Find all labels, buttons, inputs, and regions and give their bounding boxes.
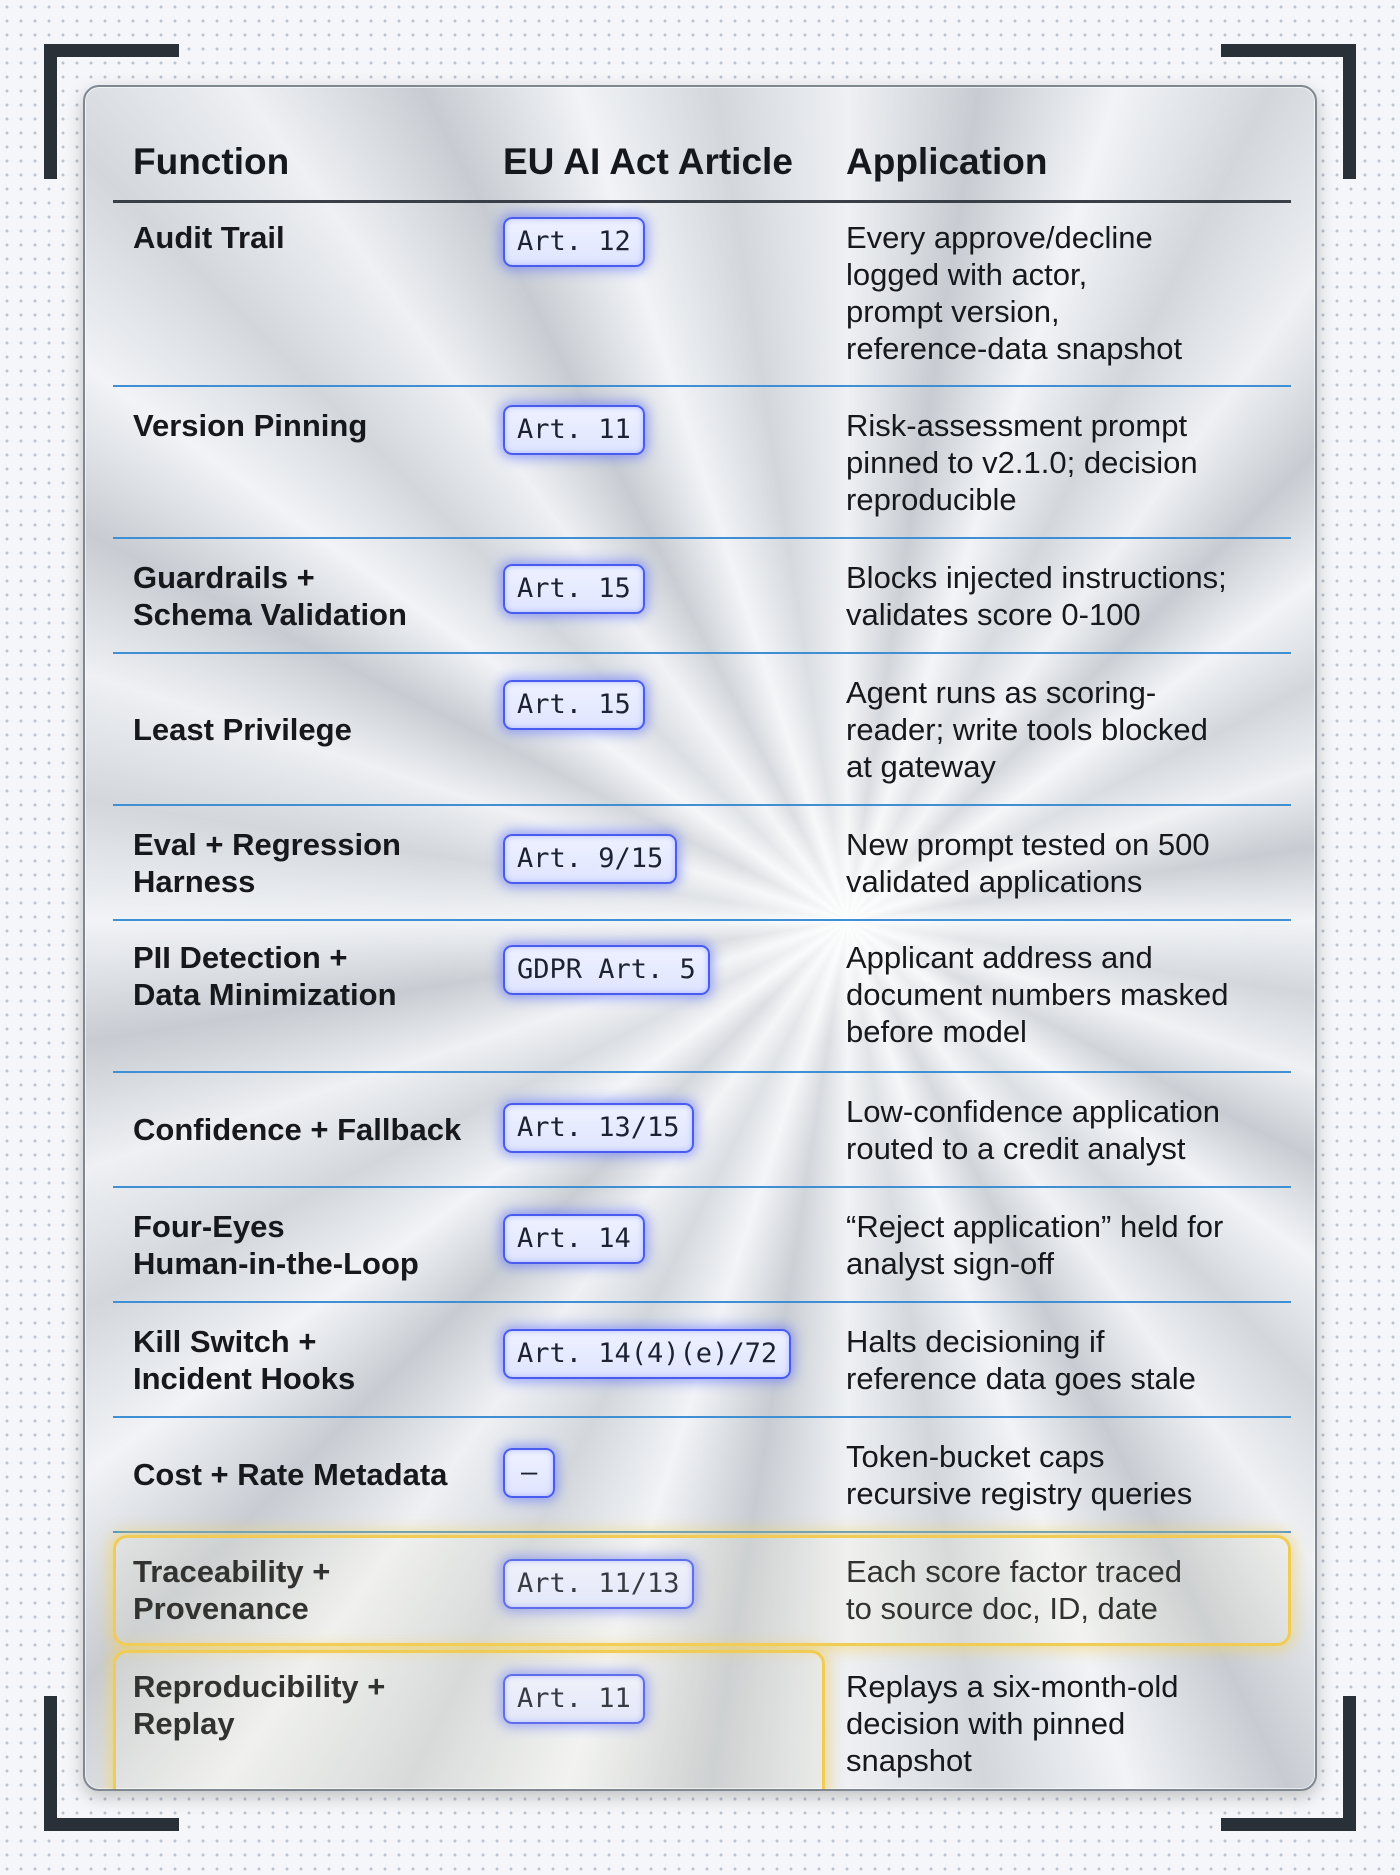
article-badge: —	[503, 1448, 555, 1498]
article-cell	[503, 1418, 846, 1531]
article-cell	[503, 387, 846, 537]
table-row	[113, 1303, 1291, 1418]
article-badge: Art. 9/15	[503, 834, 677, 884]
function-label-line: Audit Trail	[133, 220, 285, 255]
function-cell	[113, 1303, 503, 1416]
function-label-line: Data Minimization	[133, 977, 397, 1012]
function-label-line: Eval + Regression	[133, 827, 401, 862]
application-text-line: Halts decisioning if	[846, 1324, 1105, 1359]
article-cell	[503, 1533, 846, 1648]
table-row	[113, 921, 1291, 1073]
application-text-line: “Reject application” held for	[846, 1209, 1224, 1244]
article-cell	[503, 203, 846, 385]
application-text-line: before model	[846, 1014, 1027, 1049]
application-text-line: Agent runs as scoring-	[846, 674, 1157, 710]
application-cell	[846, 806, 1291, 919]
application-text-line: Low-confidence application	[846, 1093, 1220, 1129]
function-label-line: Guardrails +	[133, 560, 315, 595]
brushed-metal-panel	[83, 85, 1317, 1791]
application-text-line: Every approve/decline	[846, 220, 1153, 255]
table-row	[113, 1648, 1291, 1788]
table-row	[113, 1188, 1291, 1303]
function-label-line: Provenance	[133, 1591, 309, 1626]
function-cell	[113, 539, 503, 652]
article-badge: Art. 11	[503, 1674, 645, 1724]
application-text-line: pinned to v2.1.0; decision	[846, 445, 1198, 480]
application-text-line: recursive registry queries	[846, 1475, 1193, 1511]
table-row	[113, 539, 1291, 654]
table-row	[113, 1533, 1291, 1648]
function-cell	[113, 1188, 503, 1301]
function-cell	[113, 921, 503, 1071]
application-text-line: to source doc, ID, date	[846, 1591, 1158, 1626]
application-text-line: New prompt tested on 500	[846, 827, 1210, 862]
table-row	[113, 1418, 1291, 1533]
application-text-line: Replays a six-month-old	[846, 1669, 1179, 1704]
application-cell	[846, 1188, 1291, 1301]
function-label-line: Human-in-the-Loop	[133, 1246, 419, 1281]
table-row	[113, 203, 1291, 387]
application-text-line: reference data goes stale	[846, 1361, 1196, 1396]
function-label-line: Kill Switch +	[133, 1324, 317, 1359]
article-badge: Art. 12	[503, 217, 645, 267]
function-label-line: Schema Validation	[133, 597, 407, 632]
application-text-line: routed to a credit analyst	[846, 1130, 1186, 1166]
article-badge: Art. 15	[503, 680, 645, 730]
function-label-line: Reproducibility +	[133, 1669, 386, 1704]
table-row	[113, 806, 1291, 921]
header-article: EU AI Act Article	[503, 140, 793, 182]
function-label-line: Version Pinning	[133, 408, 368, 443]
application-cell	[846, 539, 1291, 652]
application-text-line: validates score 0-100	[846, 597, 1141, 632]
application-cell	[846, 654, 1291, 804]
function-label-line: Confidence + Fallback	[133, 1112, 462, 1147]
application-text-line: Risk-assessment prompt	[846, 408, 1188, 443]
article-cell	[503, 1648, 846, 1788]
function-cell	[113, 1073, 503, 1186]
function-cell	[113, 1648, 503, 1788]
function-label-line: Replay	[133, 1706, 235, 1741]
function-cell	[113, 654, 503, 804]
application-text-line: Each score factor traced	[846, 1554, 1182, 1589]
application-text-line: decision with pinned	[846, 1706, 1126, 1741]
application-text-line: validated applications	[846, 864, 1143, 899]
application-text-line: Token-bucket caps	[846, 1438, 1105, 1474]
application-cell	[846, 387, 1291, 537]
function-cell	[113, 203, 503, 385]
article-badge: Art. 14(4)(e)/72	[503, 1329, 791, 1379]
article-cell	[503, 1303, 846, 1416]
table-row	[113, 654, 1291, 806]
application-text-line: at gateway	[846, 748, 996, 784]
table-header	[113, 127, 1291, 203]
function-label-line: Four-Eyes	[133, 1209, 285, 1244]
application-cell	[846, 1073, 1291, 1186]
application-cell	[846, 1648, 1291, 1788]
header-function: Function	[133, 140, 290, 182]
header-application: Application	[846, 140, 1048, 182]
application-text-line: reproducible	[846, 482, 1017, 517]
application-text-line: Applicant address and	[846, 940, 1153, 975]
function-label-line: Cost + Rate Metadata	[133, 1457, 448, 1492]
article-cell	[503, 921, 846, 1071]
application-text-line: snapshot	[846, 1743, 972, 1778]
application-text-line: document numbers masked	[846, 977, 1229, 1012]
application-text-line: logged with actor,	[846, 257, 1088, 292]
article-cell	[503, 806, 846, 919]
article-badge: GDPR Art. 5	[503, 945, 710, 995]
function-cell	[113, 1533, 503, 1648]
article-cell	[503, 1188, 846, 1301]
function-label-line: PII Detection +	[133, 940, 348, 975]
application-cell	[846, 203, 1291, 385]
application-text-line: analyst sign-off	[846, 1246, 1054, 1281]
application-cell	[846, 1303, 1291, 1416]
application-text-line: Blocks injected instructions;	[846, 560, 1227, 595]
table-row	[113, 387, 1291, 539]
application-cell	[846, 1418, 1291, 1531]
table-row	[113, 1073, 1291, 1188]
article-badge: Art. 14	[503, 1214, 645, 1264]
function-label-line: Traceability +	[133, 1554, 331, 1589]
application-text-line: prompt version,	[846, 294, 1060, 329]
article-cell	[503, 539, 846, 652]
article-cell	[503, 1073, 846, 1186]
function-cell	[113, 1418, 503, 1531]
article-cell	[503, 654, 846, 804]
function-label-line: Least Privilege	[133, 711, 352, 747]
function-label-line: Incident Hooks	[133, 1361, 356, 1396]
application-cell	[846, 1533, 1291, 1648]
application-text-line: reader; write tools blocked	[846, 711, 1208, 747]
compliance-table	[113, 127, 1291, 1788]
article-badge: Art. 11/13	[503, 1559, 694, 1609]
application-cell	[846, 921, 1291, 1071]
table-body	[113, 203, 1291, 1788]
function-cell	[113, 387, 503, 537]
article-badge: Art. 11	[503, 405, 645, 455]
function-label-line: Harness	[133, 864, 256, 899]
application-text-line: reference-data snapshot	[846, 331, 1183, 366]
function-cell	[113, 806, 503, 919]
article-badge: Art. 15	[503, 564, 645, 614]
article-badge: Art. 13/15	[503, 1103, 694, 1153]
